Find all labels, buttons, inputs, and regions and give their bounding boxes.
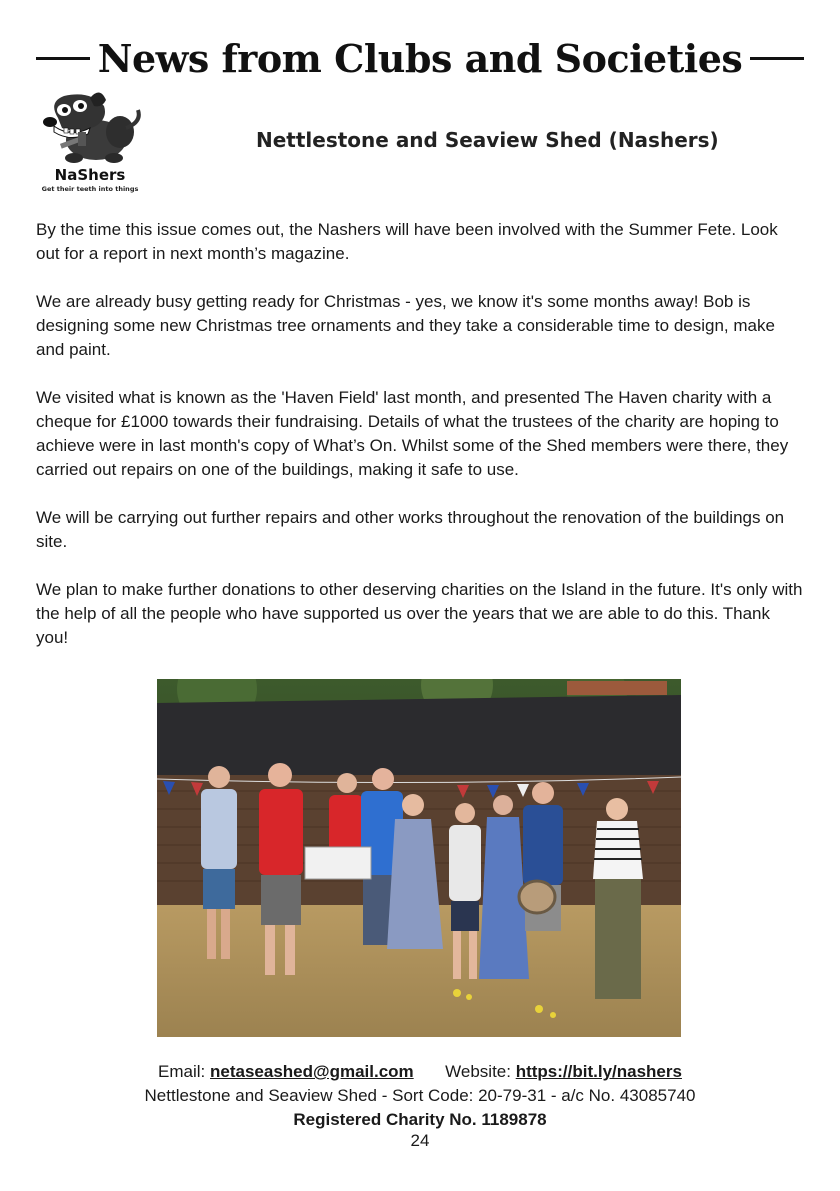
charity-number: Registered Charity No. 1189878 xyxy=(293,1110,547,1129)
article-title: Nettlestone and Seaview Shed (Nashers) xyxy=(256,128,719,152)
group-photo xyxy=(157,679,681,1037)
website-label: Website: xyxy=(445,1062,511,1081)
article-paragraph: We plan to make further donations to other deserving charities on the Island in the future. It's only with the help of all the people who have supported us over the years that we are able to do this. Thank you! xyxy=(36,580,803,647)
email-link[interactable]: netaseashed@gmail.com xyxy=(210,1062,414,1081)
header-rule-right xyxy=(750,57,804,60)
logo-tagline: Get their teeth into things xyxy=(41,185,139,193)
website-link[interactable]: https://bit.ly/nashers xyxy=(515,1062,682,1081)
page-header xyxy=(0,30,840,86)
cartoon-dog-logo-icon xyxy=(34,88,146,168)
nashers-logo xyxy=(34,88,146,196)
header-rule-left xyxy=(36,57,90,60)
group-photo-image xyxy=(157,679,681,1037)
page-title: News from Clubs and Societies xyxy=(97,35,743,81)
article-paragraph: We will be carrying out further repairs and other works throughout the renovation of the buildings on site. xyxy=(36,508,785,551)
bank-details: Nettlestone and Seaview Shed - Sort Code: 20-79-31 - a/c No. 43085740 xyxy=(144,1086,696,1105)
contact-footer xyxy=(0,1060,840,1132)
contact-line xyxy=(0,1060,840,1084)
logo-name: NaShers xyxy=(54,166,126,184)
article-paragraph: By the time this issue comes out, the Nashers will have been involved with the Summer Fete. Look out for a report in next month’s magazine. xyxy=(36,220,778,263)
email-label: Email: xyxy=(158,1062,206,1081)
article-paragraph: We visited what is known as the 'Haven Field' last month, and presented The Haven charity with a cheque for £1000 towards their fundraising. Details of what the trustees of the charity are hoping to achieve were in last month's copy of What’s On. Whilst some of the Shed members were there, they carried out repairs on one of the buildings, making it safe to use. xyxy=(36,388,789,479)
article-paragraph: We are already busy getting ready for Christmas - yes, we know it's some months away! Bob is designing some new Christmas tree ornaments and they take a considerable time to design, make and paint. xyxy=(36,292,775,359)
page-number: 24 xyxy=(410,1131,430,1150)
article-body xyxy=(36,218,806,674)
